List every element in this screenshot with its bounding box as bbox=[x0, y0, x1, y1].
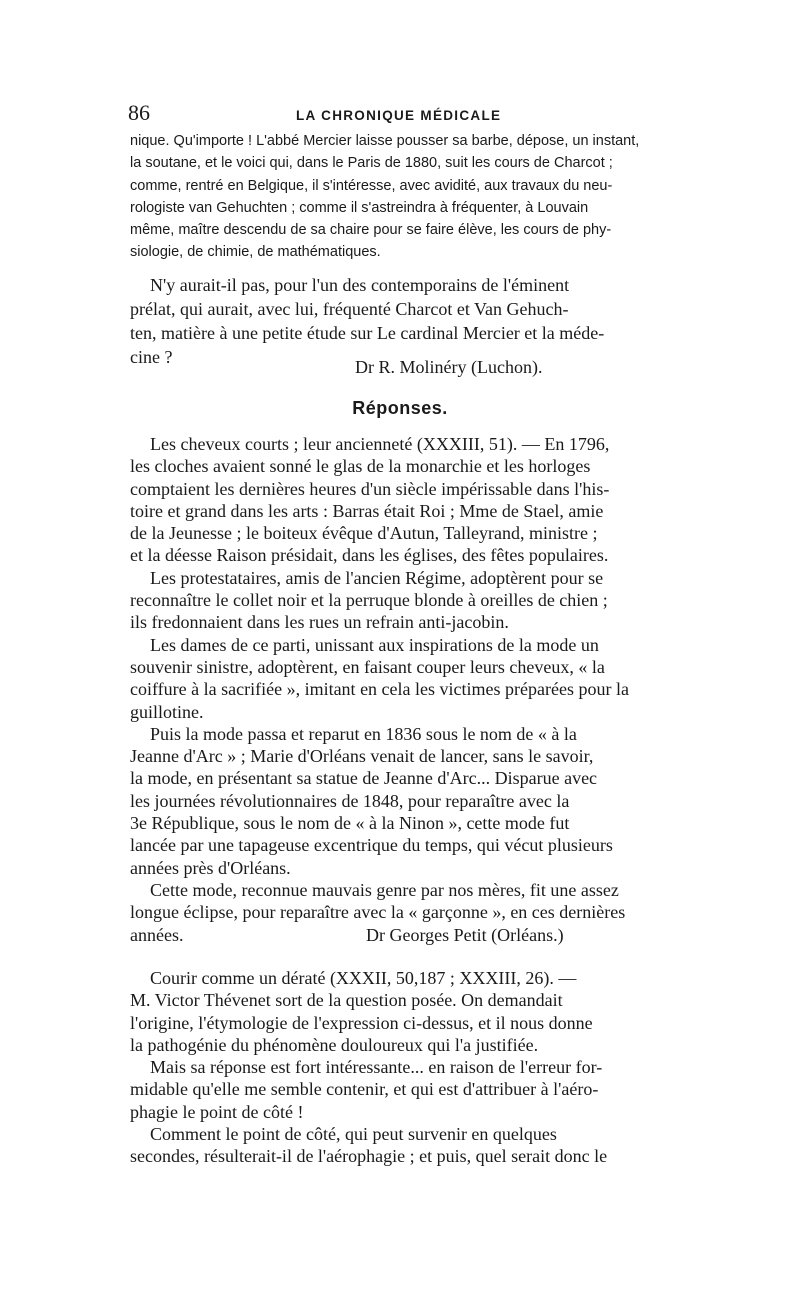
text-line: longue éclipse, pour reparaître avec la « garçonne », en ces dernières bbox=[130, 902, 626, 923]
text-line: coiffure à la sacrifiée », imitant en cela les victimes préparées pour la bbox=[130, 679, 629, 700]
text-line: ils fredonnaient dans les rues un refrain anti-jacobin. bbox=[130, 612, 509, 633]
text-line: prélat, qui aurait, avec lui, fréquenté Charcot et Van Gehuch- bbox=[130, 299, 569, 320]
text-line: souvenir sinistre, adoptèrent, en faisant couper leurs cheveux, « la bbox=[130, 656, 605, 677]
text-line: midable qu'elle me semble contenir, et qui est d'attribuer à l'aéro- bbox=[130, 1079, 599, 1100]
text-line: phagie le point de côté ! bbox=[130, 1101, 304, 1122]
text-line: de la Jeunesse ; le boiteux évêque d'Autun, Talleyrand, ministre ; bbox=[130, 523, 598, 544]
text-line: lancée par une tapageuse excentrique du temps, qui vécut plusieurs bbox=[130, 835, 613, 856]
text-line: les cloches avaient sonné le glas de la monarchie et les horloges bbox=[130, 456, 591, 477]
text-line: toire et grand dans les arts : Barras était Roi ; Mme de Stael, amie bbox=[130, 500, 604, 521]
text-line: comptaient les dernières heures d'un siècle impérissable dans l'his- bbox=[130, 478, 610, 499]
text-line: années. bbox=[130, 924, 184, 945]
text-line: la mode, en présentant sa statue de Jeanne d'Arc... Disparue avec bbox=[130, 768, 598, 789]
page-header bbox=[128, 100, 676, 130]
response-courir-comme-un-derate bbox=[130, 967, 676, 1168]
text-line: même, maître descendu de sa chaire pour se faire élève, les cours de phy- bbox=[130, 222, 612, 239]
text-line: M. Victor Thévenet sort de la question posée. On demandait bbox=[130, 990, 563, 1011]
text-line: N'y aurait-il pas, pour l'un des contemporains de l'éminent bbox=[150, 275, 570, 295]
question-paragraph bbox=[130, 273, 676, 369]
text-line: reconnaître le collet noir et la perruque blonde à oreilles de chien ; bbox=[130, 590, 608, 611]
text-line: Les protestataires, amis de l'ancien Régime, adoptèrent pour se bbox=[150, 567, 604, 588]
text-line: Mais sa réponse est fort intéressante... en raison de l'erreur for- bbox=[150, 1057, 603, 1078]
text-line: la soutane, et le voici qui, dans le Paris de 1880, suit les cours de Charcot ; bbox=[130, 155, 613, 172]
text-line: 3e République, sous le nom de « à la Ninon », cette mode fut bbox=[130, 813, 570, 834]
response-cheveux-courts bbox=[130, 433, 676, 946]
section-title: Réponses. bbox=[352, 398, 448, 418]
text-line: rologiste van Gehuchten ; comme il s'astreindra à fréquenter, à Louvain bbox=[130, 199, 589, 216]
text-line: les journées révolutionnaires de 1848, pour reparaître avec la bbox=[130, 790, 570, 811]
intro-paragraph bbox=[130, 130, 676, 264]
question-signature: Dr R. Molinéry (Luchon). bbox=[355, 357, 543, 377]
text-line: ten, matière à une petite étude sur Le cardinal Mercier et la méde- bbox=[130, 323, 605, 344]
text-line: Courir comme un dératé (XXXII, 50,187 ; XXXIII, 26). — bbox=[150, 968, 577, 988]
text-line: Les cheveux courts ; leur ancienneté (XXXIII, 51). — En 1796, bbox=[150, 434, 610, 454]
text-line: secondes, résulterait-il de l'aérophagie ; et puis, quel serait donc le bbox=[130, 1146, 608, 1167]
text-line: siologie, de chimie, de mathématiques. bbox=[130, 244, 381, 261]
text-line: années près d'Orléans. bbox=[130, 857, 291, 878]
page-number: 86 bbox=[128, 100, 150, 125]
text-line: cine ? bbox=[130, 347, 173, 368]
response1-signature: Dr Georges Petit (Orléans.) bbox=[366, 925, 564, 945]
text-line: la pathogénie du phénomène douloureux qui l'a justifiée. bbox=[130, 1034, 539, 1055]
text-line: Jeanne d'Arc » ; Marie d'Orléans venait de lancer, sans le savoir, bbox=[130, 746, 594, 767]
text-line: Puis la mode passa et reparut en 1836 sous le nom de « à la bbox=[150, 723, 577, 744]
text-line: Cette mode, reconnue mauvais genre par nos mères, fit une assez bbox=[150, 879, 619, 900]
text-line: Les dames de ce parti, unissant aux inspirations de la mode un bbox=[150, 634, 599, 655]
running-title: LA CHRONIQUE MÉDICALE bbox=[296, 108, 502, 123]
text-line: guillotine. bbox=[130, 701, 204, 722]
text-line: Comment le point de côté, qui peut survenir en quelques bbox=[150, 1124, 557, 1145]
text-line: et la déesse Raison présidait, dans les églises, des fêtes populaires. bbox=[130, 545, 609, 566]
text-line: comme, rentré en Belgique, il s'intéresse, avec avidité, aux travaux du neu- bbox=[130, 177, 613, 194]
text-line: nique. Qu'importe ! L'abbé Mercier laisse pousser sa barbe, dépose, un instant, bbox=[130, 133, 640, 149]
text-line: l'origine, l'étymologie de l'expression ci-dessus, et il nous donne bbox=[130, 1012, 593, 1033]
